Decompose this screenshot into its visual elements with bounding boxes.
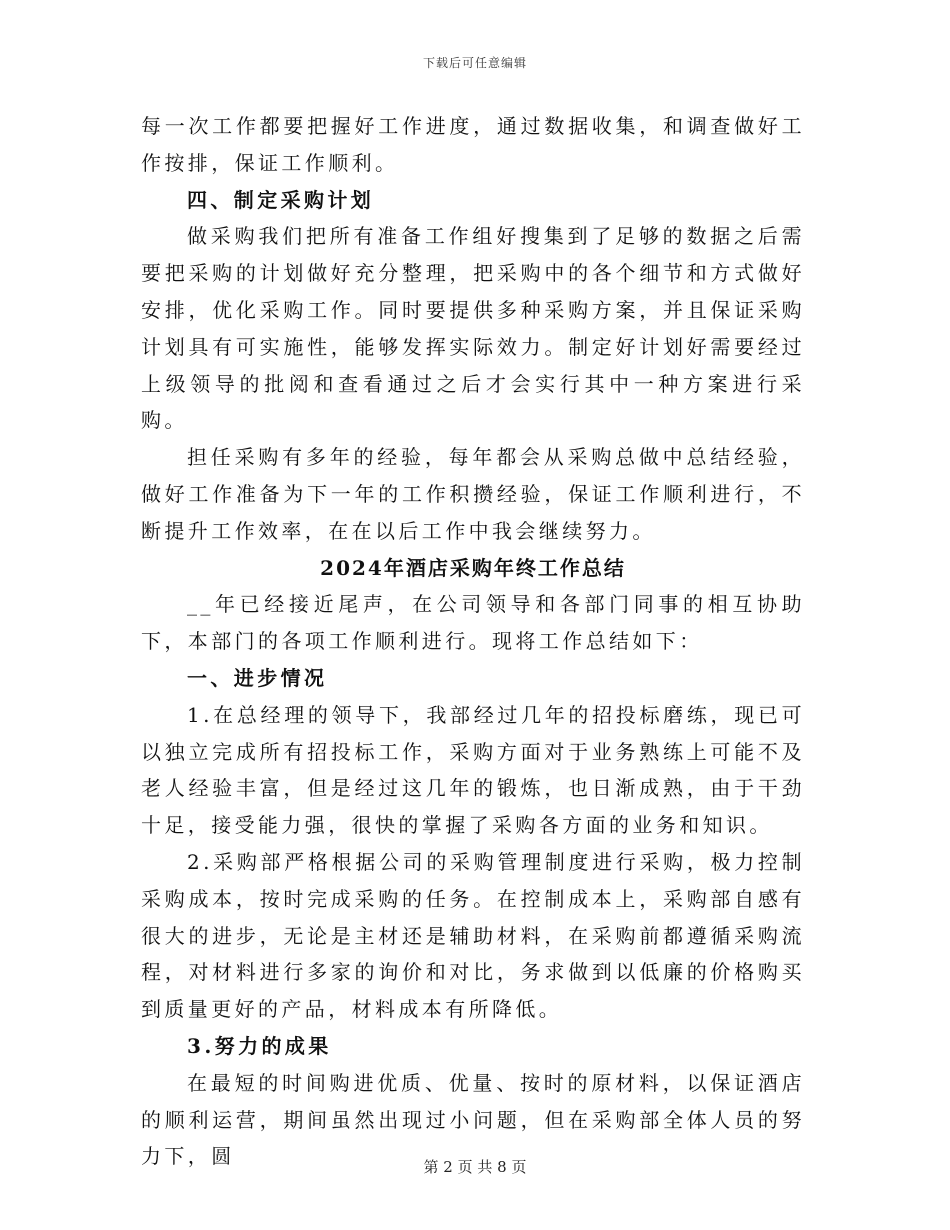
paragraph-progress-control: 每一次工作都要把握好工作进度，通过数据收集，和调查做好工作按排，保证工作顺利。 [141, 114, 805, 175]
paragraph-results: 在最短的时间购进优质、优量、按时的原材料，以保证酒店的顺利运营，期间虽然出现过小问题，但在采购部全体人员的努力下，圆 [141, 1070, 805, 1169]
section-heading-purchase-plan: 四、制定采购计划 [187, 187, 375, 212]
page-header: 下载后可任意编辑 [422, 56, 527, 70]
document-body [141, 108, 805, 1175]
document-title: 2024年酒店采购年终工作总结 [320, 555, 626, 580]
paragraph-item-1: 1.在总经理的领导下，我部经过几年的招投标磨练，现已可以独立完成所有招投标工作，采购方面对于业务熟练上可能不及老人经验丰富，但是经过这几年的锻炼，也日渐成熟，由于干劲十足，接受能力强，很快的掌握了采购各方面的业务和知识。 [141, 702, 805, 838]
section-heading-results: 3.努力的成果 [187, 1033, 332, 1058]
paragraph-purchase-plan: 做采购我们把所有准备工作组好搜集到了足够的数据之后需要把采购的计划做好充分整理，把采购中的各个细节和方式做好安排，优化采购工作。同时要提供多种采购方案，并且保证采购计划具有可实施性，能够发挥实际效力。制定好计划好需要经过上级领导的批阅和查看通过之后才会实行其中一种方案进行采购。 [141, 224, 805, 433]
paragraph-item-2: 2.采购部严格根据公司的采购管理制度进行采购，极力控制采购成本，按时完成采购的任务。在控制成本上，采购部自感有很大的进步，无论是主材还是辅助材料，在采购前都遵循采购流程，对材料进行多家的询价和对比，务求做到以低廉的价格购买到质量更好的产品，材料成本有所降低。 [141, 849, 805, 1022]
page-footer: 第 2 页 共 8 页 [423, 1158, 527, 1176]
paragraph-experience: 担任采购有多年的经验，每年都会从采购总做中总结经验，做好工作准备为下一年的工作积攒经验，保证工作顺利进行，不断提升工作效率，在在以后工作中我会继续努力。 [141, 445, 805, 543]
paragraph-intro: __年已经接近尾声，在公司领导和各部门同事的相互协助下，本部门的各项工作顺利进行。现将工作总结如下： [141, 592, 805, 654]
section-heading-progress: 一、进步情况 [187, 665, 328, 690]
